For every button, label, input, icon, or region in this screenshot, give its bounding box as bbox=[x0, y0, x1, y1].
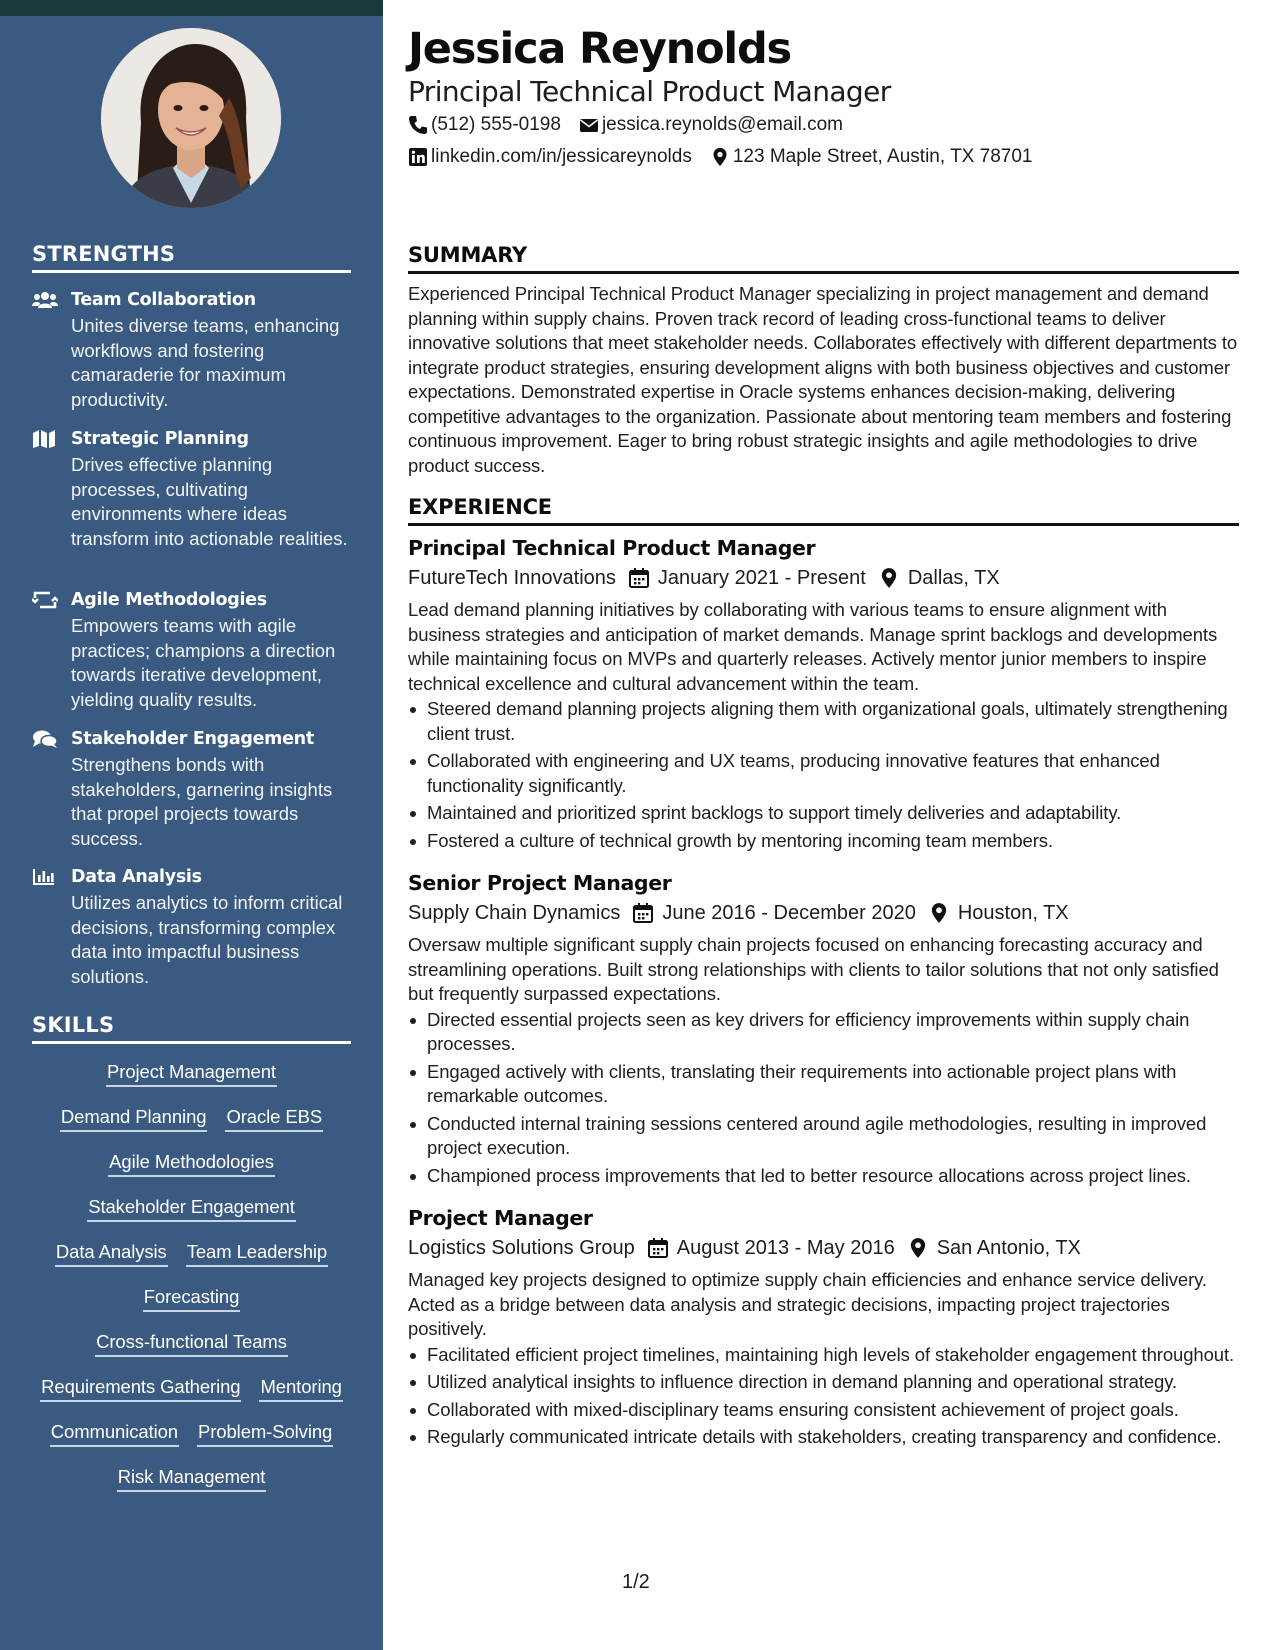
bullet-item: Fostered a culture of technical growth by mentoring incoming team members. bbox=[408, 829, 1238, 854]
job-location: Houston, TX bbox=[957, 902, 1069, 924]
map-pin-icon bbox=[928, 902, 950, 924]
contact-row bbox=[408, 113, 861, 137]
skill-tag: Mentoring bbox=[259, 1375, 342, 1402]
job-dates: August 2013 - May 2016 bbox=[676, 1237, 895, 1259]
strength-description: Drives effective planning processes, cultivating environments where ideas transform into actionable realities. bbox=[71, 454, 348, 549]
bullet-item: Collaborated with mixed-disciplinary teams ensuring consistent achievement of project goals. bbox=[408, 1398, 1238, 1423]
job-description: Lead demand planning initiatives by collaborating with various teams to ensure alignment with business strategies and anticipation of market demands. Manage sprint backlogs and developments while maintaining focus on MVPs and quarterly releases. Actively mentor junior members to inspire technical excellence and cultural advancement within the team. bbox=[408, 599, 1218, 694]
strengths-heading: STRENGTHS bbox=[32, 242, 351, 273]
users-icon bbox=[32, 290, 58, 310]
job-title: Principal Technical Product Manager bbox=[408, 536, 816, 560]
map-pin-icon bbox=[878, 567, 900, 589]
strength-description: Empowers teams with agile practices; champions a direction towards iterative development, yielding quality results. bbox=[71, 615, 336, 710]
bullet-item: Utilized analytical insights to influence direction in demand planning and operational strategy. bbox=[408, 1370, 1238, 1395]
strength-title: Data Analysis bbox=[71, 867, 202, 887]
summary-heading: SUMMARY bbox=[408, 243, 1239, 274]
skill-tag: Project Management bbox=[106, 1060, 277, 1087]
job-description: Oversaw multiple significant supply chain projects focused on enhancing forecasting accuracy and streamlining operations. Built strong relationships with clients to tailor solutions that not only satisfied but frequently surpassed expectations. bbox=[408, 934, 1219, 1004]
job-bullets bbox=[408, 1343, 1238, 1450]
job-dates: January 2021 - Present bbox=[657, 567, 866, 589]
bullet-item: Maintained and prioritized sprint backlogs to support timely deliveries and adaptability. bbox=[408, 801, 1238, 826]
job-bullets bbox=[408, 697, 1238, 853]
job-bullets bbox=[408, 1008, 1238, 1189]
bullet-item: Directed essential projects seen as key drivers for efficiency improvements within supply chain processes. bbox=[408, 1008, 1238, 1057]
phone-number: (512) 555-0198 bbox=[431, 114, 561, 135]
strength-description: Strengthens bonds with stakeholders, garnering insights that propel projects towards success. bbox=[71, 754, 333, 849]
candidate-headline: Principal Technical Product Manager bbox=[408, 75, 891, 108]
job-description: Managed key projects designed to optimize supply chain efficiencies and enhance service delivery. Acted as a bridge between data analysis and strategic decisions, impacting project trajectories positively. bbox=[408, 1269, 1207, 1339]
job-dates: June 2016 - December 2020 bbox=[662, 902, 916, 924]
profile-photo bbox=[101, 28, 281, 208]
envelope-icon bbox=[579, 115, 599, 135]
skill-tag: Communication bbox=[50, 1420, 179, 1447]
job-meta bbox=[408, 1235, 1238, 1261]
contact-address bbox=[710, 145, 1033, 169]
strength-description: Unites diverse teams, enhancing workflows and fostering camaraderie for maximum productivity. bbox=[71, 315, 340, 410]
skill-tag: Team Leadership bbox=[186, 1240, 328, 1267]
job-entry bbox=[408, 869, 1238, 1191]
company-name: Logistics Solutions Group bbox=[408, 1237, 635, 1259]
page-number: 1/2 bbox=[622, 1571, 650, 1593]
job-meta bbox=[408, 565, 1238, 591]
retweet-icon bbox=[32, 590, 58, 610]
job-title: Project Manager bbox=[408, 1206, 593, 1230]
bullet-item: Engaged actively with clients, translating their requirements into actionable project plans with remarkable outcomes. bbox=[408, 1060, 1238, 1109]
contact-row bbox=[408, 145, 1050, 169]
skill-tag: Problem-Solving bbox=[197, 1420, 333, 1447]
sidebar bbox=[0, 0, 383, 1650]
skill-tag: Data Analysis bbox=[55, 1240, 168, 1267]
calendar-icon bbox=[647, 1237, 669, 1259]
company-name: FutureTech Innovations bbox=[408, 567, 616, 589]
job-entry bbox=[408, 1204, 1238, 1453]
skill-tag: Oracle EBS bbox=[225, 1105, 323, 1132]
skill-tag: Cross-functional Teams bbox=[95, 1330, 288, 1357]
linkedin-url[interactable]: linkedin.com/in/jessicareynolds bbox=[431, 146, 692, 167]
strength-title: Stakeholder Engagement bbox=[71, 729, 314, 749]
skill-tag: Agile Methodologies bbox=[108, 1150, 275, 1177]
map-pin-icon bbox=[710, 147, 730, 167]
map-icon bbox=[32, 429, 58, 449]
strength-title: Team Collaboration bbox=[71, 290, 256, 310]
map-pin-icon bbox=[907, 1237, 929, 1259]
job-meta bbox=[408, 900, 1238, 926]
calendar-icon bbox=[632, 902, 654, 924]
bullet-item: Steered demand planning projects aligning them with organizational goals, ultimately strengthening client trust. bbox=[408, 697, 1238, 746]
skill-tag: Demand Planning bbox=[60, 1105, 208, 1132]
calendar-icon bbox=[628, 567, 650, 589]
strength-description: Utilizes analytics to inform critical decisions, transforming complex data into impactful business solutions. bbox=[71, 892, 343, 987]
job-location: Dallas, TX bbox=[907, 567, 1000, 589]
company-name: Supply Chain Dynamics bbox=[408, 902, 621, 924]
phone-icon bbox=[408, 115, 428, 135]
candidate-name: Jessica Reynolds bbox=[408, 24, 791, 74]
street-address: 123 Maple Street, Austin, TX 78701 bbox=[732, 146, 1033, 167]
linkedin-icon bbox=[408, 147, 428, 167]
sidebar-top-bar bbox=[0, 0, 383, 16]
comments-icon bbox=[32, 729, 58, 749]
bullet-item: Conducted internal training sessions centered around agile methodologies, resulting in improved project execution. bbox=[408, 1112, 1238, 1161]
contact-phone bbox=[408, 113, 561, 137]
summary-text: Experienced Principal Technical Product Manager specializing in project management and demand planning within supply chains. Proven track record of leading cross-functional teams to deliver innovative solutions that meet stakeholder needs. Collaborates effectively with different departments to integrate product strategies, ensuring development aligns with both business objectives and customer expectations. Demonstrated expertise in Oracle systems enhances decision-making, delivering competitive advantages to the organization. Passionate about mentoring team members and fostering continuous improvement. Eager to bring robust strategic insights and agile methodologies to drive product success. bbox=[408, 283, 1238, 476]
skills-list bbox=[28, 1060, 355, 1510]
bullet-item: Facilitated efficient project timelines, maintaining high levels of stakeholder engagement throughout. bbox=[408, 1343, 1238, 1368]
contact-linkedin bbox=[408, 145, 692, 169]
strength-title: Agile Methodologies bbox=[71, 590, 267, 610]
bullet-item: Regularly communicated intricate details with stakeholders, creating transparency and confidence. bbox=[408, 1425, 1238, 1450]
skills-heading: SKILLS bbox=[32, 1013, 351, 1044]
bar-chart-icon bbox=[32, 867, 58, 887]
strength-title: Strategic Planning bbox=[71, 429, 249, 449]
skill-tag: Forecasting bbox=[143, 1285, 241, 1312]
bullet-item: Championed process improvements that led to better resource allocations across project lines. bbox=[408, 1164, 1238, 1189]
bullet-item: Collaborated with engineering and UX teams, producing innovative features that enhanced functionality significantly. bbox=[408, 749, 1238, 798]
skill-tag: Stakeholder Engagement bbox=[87, 1195, 296, 1222]
experience-heading: EXPERIENCE bbox=[408, 495, 1239, 526]
skill-tag: Risk Management bbox=[117, 1465, 267, 1492]
job-title: Senior Project Manager bbox=[408, 871, 672, 895]
job-location: San Antonio, TX bbox=[936, 1237, 1081, 1259]
email-address[interactable]: jessica.reynolds@email.com bbox=[601, 114, 843, 135]
skill-tag: Requirements Gathering bbox=[40, 1375, 241, 1402]
job-entry bbox=[408, 534, 1238, 856]
contact-email bbox=[579, 113, 843, 137]
